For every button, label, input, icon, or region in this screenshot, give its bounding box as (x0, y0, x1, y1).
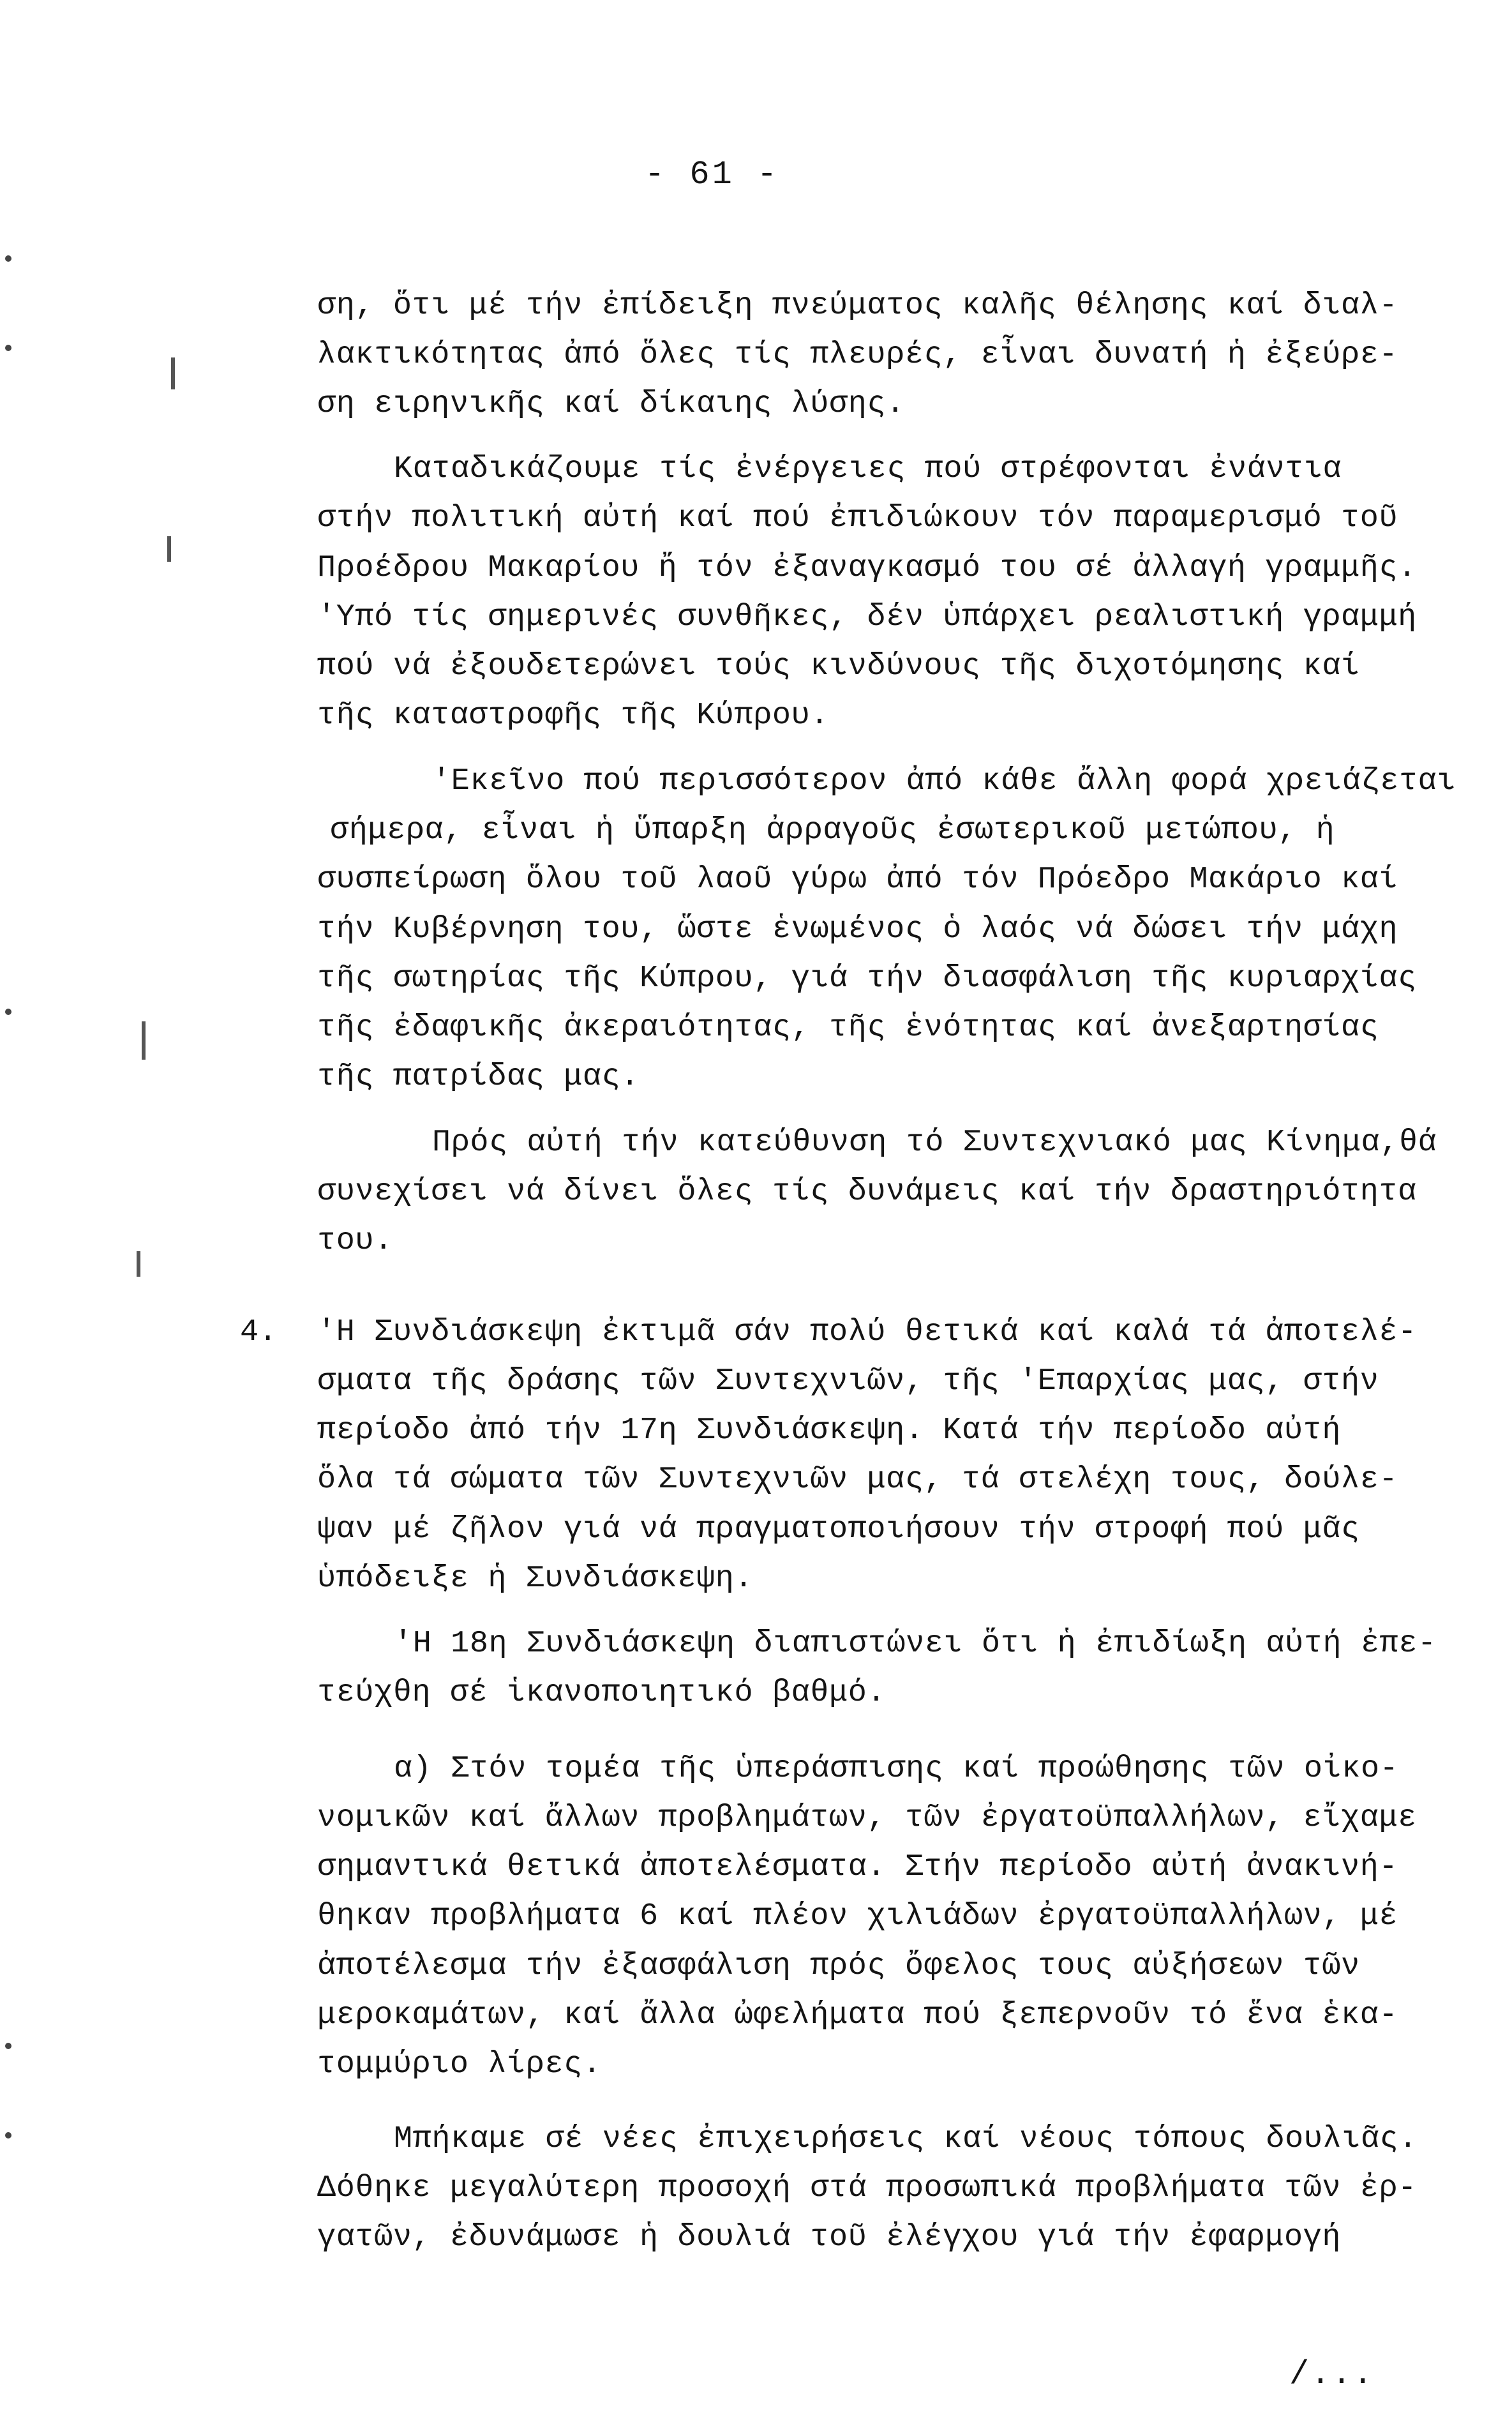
text-line: τομμύριο λίρες. (317, 2047, 602, 2082)
text-line: μεροκαμάτων, καί ἄλλα ὠφελήματα πού ξεπερνοῦν τό ἕνα ἑκα- (317, 1997, 1398, 2033)
page-number: - 61 - (645, 156, 780, 193)
text-line: Μπήκαμε σέ νέες ἐπιχειρήσεις καί νέους τόπους δουλιᾶς. (394, 2121, 1418, 2156)
text-line: τῆς καταστροφῆς τῆς Κύπρου. (317, 698, 830, 733)
scan-mark (171, 357, 175, 389)
text-line: Πρός αὐτή τήν κατεύθυνση τό Συντεχνιακό μας Κίνημα,θά (432, 1125, 1437, 1160)
text-line: α) Στόν τομέα τῆς ὑπεράσπισης καί προώθησης τῶν οἰκο- (394, 1751, 1399, 1786)
text-line: ὑπόδειξε ἡ Συνδιάσκεψη. (317, 1561, 754, 1596)
scan-mark (137, 1251, 140, 1277)
text-line: τεύχθη σέ ἱκανοποιητικό βαθμό. (317, 1675, 887, 1710)
text-line: ση ειρηνικῆς καί δίκαιης λύσης. (317, 386, 905, 421)
text-line: του. (317, 1223, 393, 1258)
text-line: ἀποτέλεσμα τήν ἐξασφάλιση πρός ὄφελος τους αὐξήσεων τῶν (317, 1948, 1360, 1983)
text-line: ψαν μέ ζῆλον γιά νά πραγματοποιήσουν τήν στροφή πού μᾶς (317, 1512, 1360, 1547)
scan-dot (5, 2043, 11, 2049)
text-line: τῆς πατρίδας μας. (317, 1059, 640, 1094)
scan-mark (167, 536, 171, 562)
scan-dot (5, 1009, 11, 1015)
text-line: συνεχίσει νά δίνει ὅλες τίς δυνάμεις καί τήν δραστηριότητα (317, 1174, 1417, 1209)
text-line: 'Εκεῖνο πού περισσότερον ἀπό κάθε ἄλλη φορά χρειάζεται (432, 763, 1456, 799)
text-line: τῆς ἐδαφικῆς ἀκεραιότητας, τῆς ἑνότητας καί ἀνεξαρτησίας (317, 1010, 1379, 1045)
text-line: 'Υπό τίς σημερινές συνθῆκες, δέν ὑπάρχει ρεαλιστική γραμμή (317, 599, 1417, 635)
text-line: τήν Κυβέρνηση του, ὥστε ἑνωμένος ὁ λαός νά δώσει τήν μάχη (317, 912, 1398, 947)
text-line: θηκαν προβλήματα 6 καί πλέον χιλιάδων ἐργατοϋπαλλήλων, μέ (317, 1898, 1398, 1934)
text-line: σήμερα, εἶναι ἡ ὕπαρξη ἀρραγοῦς ἐσωτερικοῦ μετώπου, ἡ (330, 813, 1335, 848)
text-line: σματα τῆς δράσης τῶν Συντεχνιῶν, τῆς 'Επαρχίας μας, στήν (317, 1364, 1379, 1399)
text-line: ση, ὅτι μέ τήν ἐπίδειξη πνεύματος καλῆς θέλησης καί διαλ- (317, 288, 1398, 323)
scan-dot (5, 2132, 11, 2139)
text-line: γατῶν, ἐδυνάμωσε ἡ δουλιά τοῦ ἐλέγχου γιά τήν ἐφαρμογή (317, 2220, 1342, 2255)
text-line: Προέδρου Μακαρίου ἤ τόν ἐξαναγκασμό του σέ ἀλλαγή γραμμῆς. (317, 550, 1417, 585)
text-line: στήν πολιτική αὐτή καί πού ἐπιδιώκουν τόν παραμερισμό τοῦ (317, 500, 1398, 536)
text-line: συσπείρωση ὅλου τοῦ λαοῦ γύρω ἀπό τόν Πρόεδρο Μακάριο καί (317, 862, 1398, 897)
text-line: περίοδο ἀπό τήν 17η Συνδιάσκεψη. Κατά τήν περίοδο αὐτή (317, 1413, 1342, 1448)
text-line: νομικῶν καί ἄλλων προβλημάτων, τῶν ἐργατοϋπαλλήλων, εἴχαμε (317, 1800, 1417, 1835)
text-line: λακτικότητας ἀπό ὅλες τίς πλευρές, εἶναι δυνατή ἡ ἐξεύρε- (317, 337, 1398, 372)
text-line: 'Η 18η Συνδιάσκεψη διαπιστώνει ὅτι ἡ ἐπιδίωξη αὐτή ἐπε- (394, 1626, 1437, 1661)
text-line: Δόθηκε μεγαλύτερη προσοχή στά προσωπικά προβλήματα τῶν ἐρ- (317, 2170, 1417, 2206)
scan-dot (5, 345, 11, 351)
section-number: 4. (240, 1314, 278, 1349)
text-line: πού νά ἐξουδετερώνει τούς κινδύνους τῆς διχοτόμησης καί (317, 649, 1360, 684)
text-line: Καταδικάζουμε τίς ἐνέργειες πού στρέφονται ἐνάντια (394, 451, 1342, 486)
scan-mark (142, 1021, 146, 1060)
text-line: 'Η Συνδιάσκεψη ἐκτιμᾶ σάν πολύ θετικά καί καλά τά ἀποτελέ- (317, 1314, 1417, 1349)
text-line: ὅλα τά σώματα τῶν Συντεχνιῶν μας, τά στελέχη τους, δούλε- (317, 1462, 1398, 1497)
text-line: τῆς σωτηρίας τῆς Κύπρου, γιά τήν διασφάλιση τῆς κυριαρχίας (317, 961, 1417, 996)
continuation-mark: /... (1289, 2356, 1374, 2393)
scan-dot (5, 255, 11, 262)
text-line: σημαντικά θετικά ἀποτελέσματα. Στήν περίοδο αὐτή ἀνακινή- (317, 1849, 1398, 1884)
